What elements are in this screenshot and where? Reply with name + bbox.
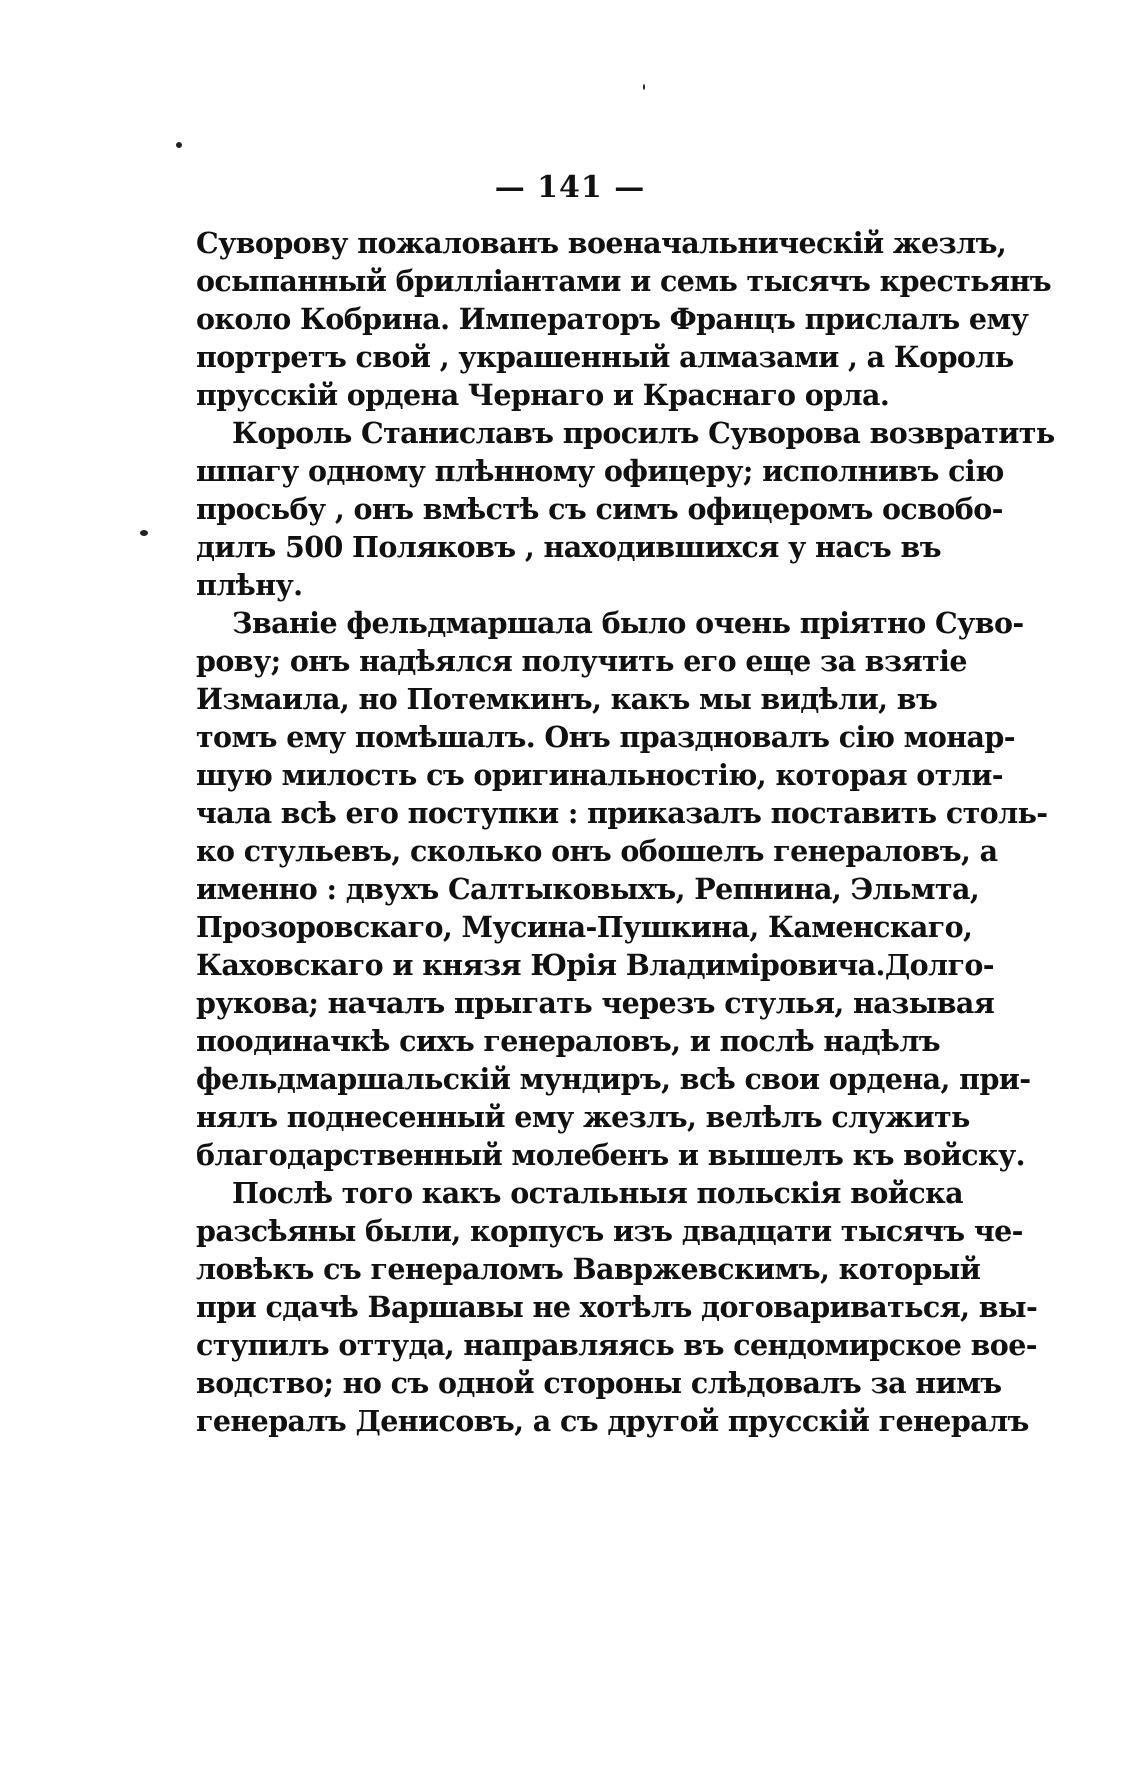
text-line: ко стульевъ, сколько онъ обошелъ генераловъ, а [196,834,998,868]
scan-speck [643,84,645,90]
text-line: нялъ поднесенный ему жезлъ, велѣлъ служить [196,1100,970,1134]
text-line: Измаила, но Потемкинъ, какъ мы видѣли, въ [196,682,938,716]
text-line: поодиначкѣ сихъ генераловъ, и послѣ надѣлъ [196,1024,941,1058]
text-line: чала всѣ его поступки : приказалъ поставить столь- [196,796,1048,830]
text-line: ловѣкъ съ генераломъ Вавржевскимъ, который [196,1252,981,1286]
text-line: ступилъ оттуда, направляясь въ сендомирское вое- [196,1328,1037,1362]
text-line: дилъ 500 Поляковъ , находившихся у насъ въ [196,530,941,564]
text-line: томъ ему помѣшалъ. Онъ праздновалъ сію монар- [196,720,1015,754]
text-line: рукова; началъ прыгать черезъ стулья, называя [196,986,995,1020]
text-line: около Кобрина. Императоръ Францъ прислалъ ему [196,302,1029,336]
text-line: фельдмаршальскій мундиръ, всѣ свои ордена, при- [196,1062,1031,1096]
text-line: осыпанный бриллiантами и семь тысячъ крестьянъ [196,264,1051,298]
body-text [196,224,1055,1440]
text-line: рову; онъ надѣялся получить его еще за взятіе [196,644,967,678]
text-line: шпагу одному плѣнному офицеру; исполнивъ сію [196,454,1004,488]
text-line: шую милость съ оригинальностію, которая отли- [196,758,1004,792]
page-number: — 141 — [494,170,646,205]
scan-speck [176,142,182,148]
text-line: Суворову пожалованъ военачальническій жезлъ, [196,226,1007,260]
text-line: благодарственный молебенъ и вышелъ къ войску. [196,1138,1026,1172]
scan-speck [140,530,148,536]
text-line: при сдачѣ Варшавы не хотѣлъ договариваться, вы- [196,1290,1038,1324]
text-line: портретъ свой , украшенный алмазами , а Король [196,340,1014,374]
text-line: генералъ Денисовъ, а съ другой прусскій генералъ [196,1404,1029,1438]
text-line: плѣну. [196,568,303,602]
text-line: водство; но съ одной стороны слѣдовалъ за нимъ [196,1366,1002,1400]
text-line: Король Станиславъ просилъ Суворова возвратить [232,416,1055,450]
text-line: просьбу , онъ вмѣстѣ съ симъ офицеромъ освобо- [196,492,1003,526]
text-line: Званіе фельдмаршала было очень пріятно Суво- [232,606,1024,640]
text-line: Послѣ того какъ остальныя польскія войска [232,1176,963,1210]
text-line: именно : двухъ Салтыковыхъ, Репнина, Эльмта, [196,872,980,906]
text-line: прусскій ордена Чернаго и Краснаго орла. [196,378,890,412]
text-line: Каховскаго и князя Юрія Владиміровича.Долго- [196,948,994,982]
text-line: разсѣяны были, корпусъ изъ двадцати тысячъ че- [196,1214,1023,1248]
text-line: Прозоровскаго, Мусина-Пушкина, Каменскаго, [196,910,973,944]
